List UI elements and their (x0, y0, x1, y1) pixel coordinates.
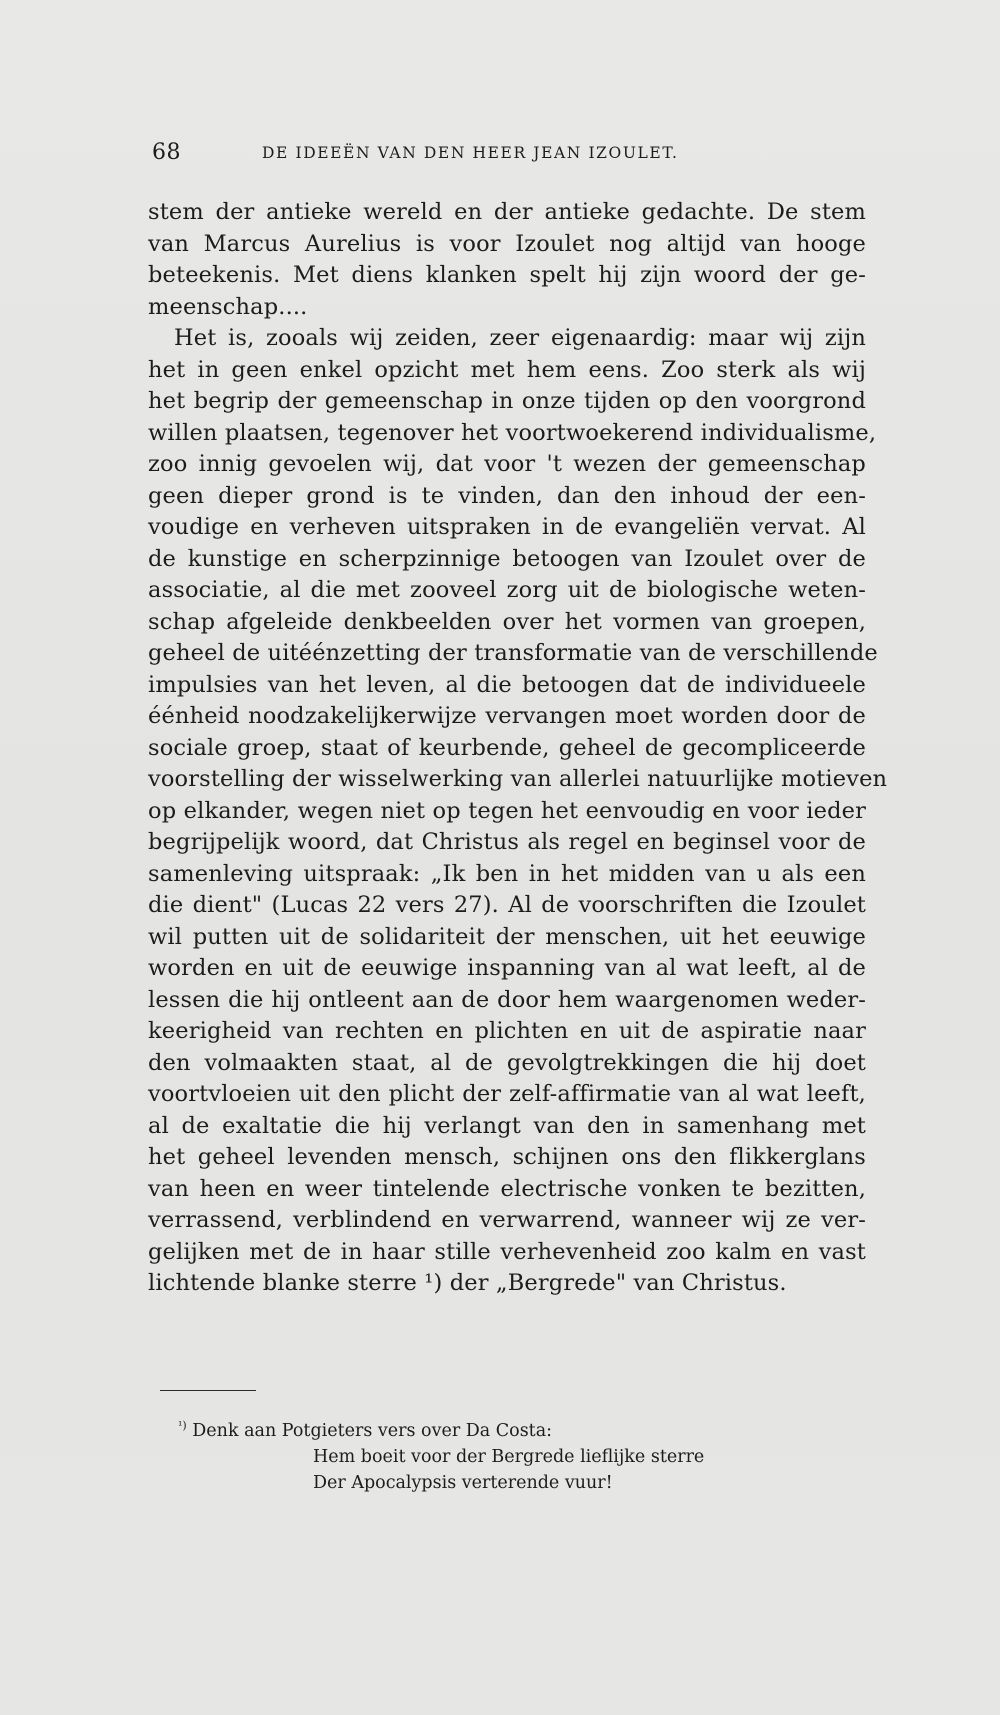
text-line: die dient" (Lucas 22 vers 27). Al de voorschriften die Izoulet (148, 892, 866, 918)
text-line: beteekenis. Met diens klanken spelt hij zijn woord der ge- (148, 262, 866, 288)
footnote-marker: ¹) (178, 1419, 187, 1433)
text-line: het begrip der gemeenschap in onze tijden op den voorgrond (148, 388, 866, 414)
text-line: wil putten uit de solidariteit der menschen, uit het eeuwige (148, 923, 866, 950)
text-line: lichtende blanke sterre ¹) der „Bergrede" van Christus. (148, 1270, 787, 1296)
text-line: schap afgeleide denkbeelden over het vormen van groepen, (148, 608, 866, 635)
text-line: verrassend, verblindend en verwarrend, wanneer wij ze ver- (148, 1207, 866, 1233)
footnote-divider (160, 1390, 256, 1391)
text-line: den volmaakten staat, al de gevolgtrekkingen die hij doet (148, 1049, 866, 1076)
text-line: worden en uit de eeuwige inspanning van al wat leeft, al de (148, 955, 866, 981)
text-line: van Marcus Aurelius is voor Izoulet nog altijd van hooge (148, 230, 866, 257)
text-line: op elkander, wegen niet op tegen het eenvoudig en voor ieder (148, 797, 866, 824)
text-line: al de exaltatie die hij verlangt van den in samenhang met (148, 1112, 866, 1139)
body-text (148, 197, 888, 1300)
text-line: geheel de uitéénzetting der transformatie van de verschillende (148, 640, 878, 666)
text-line: Het is, zooals wij zeiden, zeer eigenaardig: maar wij zijn (174, 325, 866, 351)
text-line: van heen en weer tintelende electrische vonken te bezitten, (148, 1175, 866, 1202)
text-line: zoo innig gevoelen wij, dat voor 't wezen der gemeenschap (148, 451, 866, 477)
text-line: willen plaatsen, tegenover het voortwoekerend individualisme, (148, 419, 877, 446)
text-line: éénheid noodzakelijkerwijze vervangen moet worden door de (148, 703, 866, 729)
text-line: stem der antieke wereld en der antieke gedachte. De stem (148, 199, 866, 225)
page-number: 68 (152, 140, 181, 165)
text-line: begrijpelijk woord, dat Christus als regel en beginsel voor de (148, 829, 866, 855)
running-head (152, 140, 852, 170)
text-line: voudige en verheven uitspraken in de evangeliën vervat. Al (148, 514, 866, 540)
text-line: lessen die hij ontleent aan de door hem waargenomen weder- (148, 986, 866, 1013)
footnote-text: Denk aan Potgieters vers over Da Costa: (192, 1421, 553, 1441)
text-line: meenschap.... (148, 293, 308, 320)
footnote-verse-line: Der Apocalypsis verterende vuur! (313, 1473, 613, 1493)
text-line: de kunstige en scherpzinnige betoogen van Izoulet over de (148, 545, 866, 572)
running-title: DE IDEEËN VAN DEN HEER JEAN IZOULET. (262, 144, 679, 162)
footnote-line (178, 1418, 778, 1444)
text-line: impulsies van het leven, al die betoogen dat de individueele (148, 671, 866, 698)
text-line: geen dieper grond is te vinden, dan den inhoud der een- (148, 482, 866, 509)
text-line: het geheel levenden mensch, schijnen ons den flikkerglans (148, 1144, 866, 1170)
footnote-verse-line: Hem boeit voor der Bergrede lieflijke sterre (313, 1447, 705, 1467)
text-line: associatie, al die met zooveel zorg uit de biologische weten- (148, 577, 866, 603)
text-line: keerigheid van rechten en plichten en uit de aspiratie naar (148, 1018, 866, 1044)
text-line: voortvloeien uit den plicht der zelf-affirmatie van al wat leeft, (148, 1081, 866, 1107)
footnote (178, 1418, 778, 1496)
text-line: het in geen enkel opzicht met hem eens. Zoo sterk als wij (148, 356, 866, 383)
text-line: sociale groep, staat of keurbende, geheel de gecompliceerde (148, 734, 866, 761)
text-line: gelijken met de in haar stille verhevenheid zoo kalm en vast (148, 1238, 866, 1265)
text-line: voorstelling der wisselwerking van allerlei natuurlijke motieven (148, 766, 888, 792)
text-line: samenleving uitspraak: „Ik ben in het midden van u als een (148, 860, 866, 887)
